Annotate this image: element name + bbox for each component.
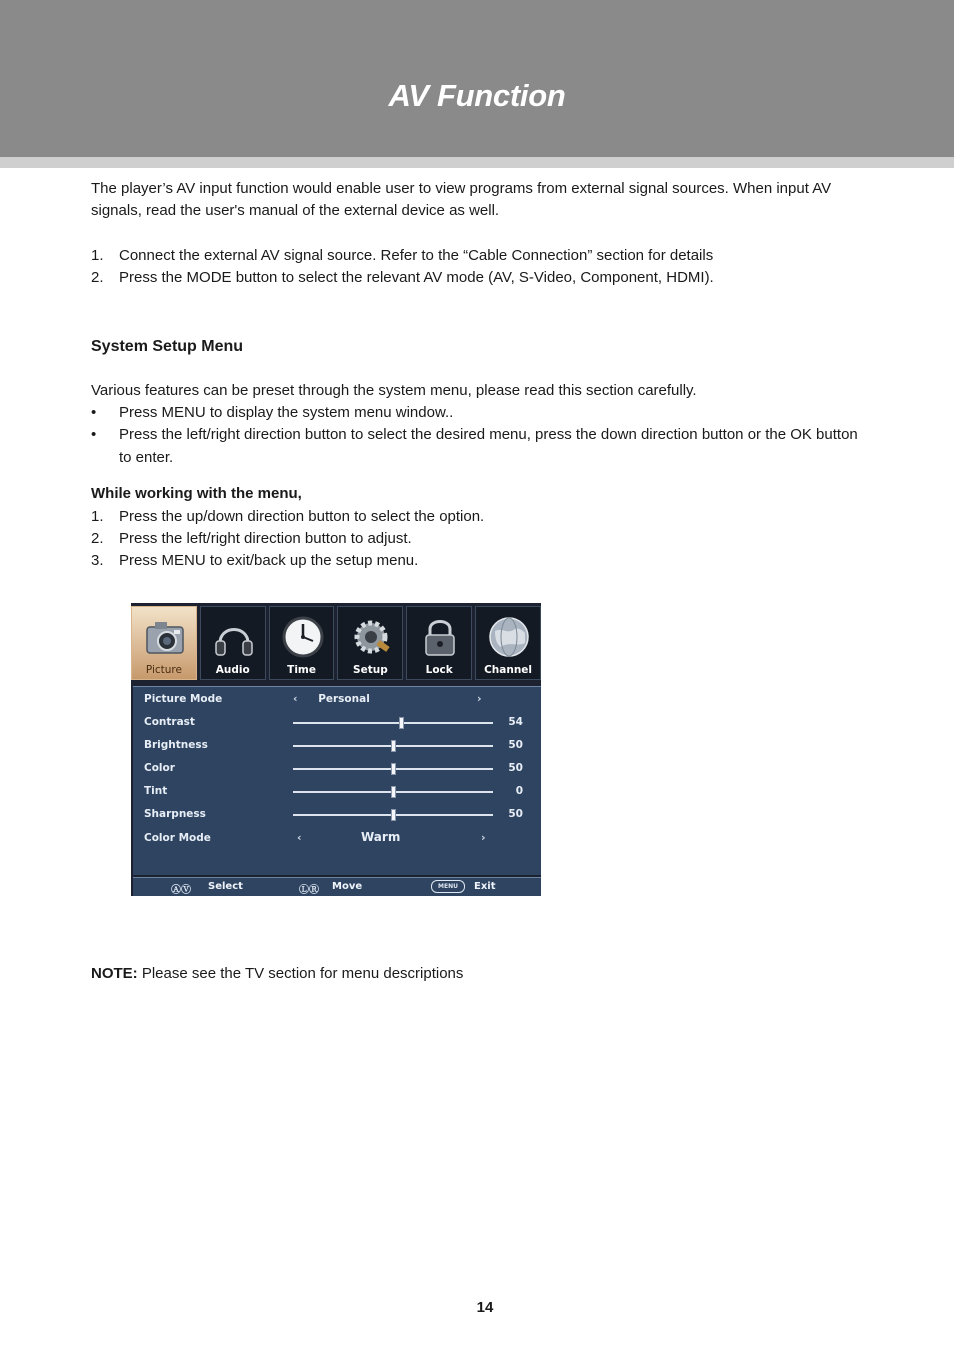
chevron-right-icon: › bbox=[477, 692, 482, 705]
tv-menu-screenshot bbox=[131, 603, 541, 896]
list-item: 1. Press the up/down direction button to select the option. bbox=[91, 507, 485, 525]
tab-audio bbox=[200, 606, 266, 680]
page-title: AV Function bbox=[388, 78, 566, 113]
gear-icon bbox=[347, 613, 395, 661]
note-label: NOTE: bbox=[91, 965, 138, 982]
setup-bullets bbox=[91, 402, 871, 469]
slider-row-contrast: Contrast 54 bbox=[144, 716, 523, 728]
tab-label: Picture bbox=[145, 664, 182, 676]
tv-settings-panel bbox=[133, 686, 541, 875]
color-mode-row: Color Mode ‹ Warm › bbox=[144, 830, 486, 844]
globe-icon bbox=[485, 613, 533, 661]
tab-label: Lock bbox=[425, 664, 453, 676]
picture-mode-value: Personal bbox=[318, 693, 370, 705]
tab-label: Setup bbox=[353, 664, 388, 676]
tab-channel bbox=[475, 606, 541, 680]
chevron-right-icon: › bbox=[481, 831, 486, 844]
list-item: 2. Press the MODE button to select the relevant AV mode (AV, S-Video, Component, HDMI). bbox=[91, 269, 714, 287]
working-steps bbox=[91, 506, 871, 573]
section-heading: System Setup Menu bbox=[91, 337, 244, 355]
menu-key-icon: MENU bbox=[431, 880, 465, 893]
slider-row-sharpness: Sharpness 50 bbox=[144, 808, 523, 820]
tab-setup bbox=[337, 606, 403, 680]
list-item: 3. Press MENU to exit/back up the setup menu. bbox=[91, 552, 419, 570]
subsection-heading: While working with the menu, bbox=[91, 485, 302, 503]
slider-knob bbox=[391, 763, 396, 775]
chevron-left-icon: ‹ bbox=[297, 831, 302, 844]
left-right-arrows-icon: ⓁⓇ bbox=[299, 885, 319, 896]
slider-row-brightness: Brightness 50 bbox=[144, 739, 523, 751]
tab-label: Time bbox=[287, 664, 316, 676]
tab-label: Channel bbox=[484, 664, 533, 676]
page-number: 14 bbox=[476, 1299, 494, 1316]
tab-label: Audio bbox=[215, 664, 250, 676]
tv-menu-tabs bbox=[131, 606, 541, 684]
lock-icon bbox=[416, 613, 464, 661]
slider-knob bbox=[391, 809, 396, 821]
color-mode-value: Warm bbox=[361, 830, 401, 844]
slider-row-color: Color 50 bbox=[144, 762, 523, 774]
up-down-arrows-icon: ⒶⓋ bbox=[171, 885, 191, 896]
slider-knob bbox=[399, 717, 404, 729]
slider-row-tint: Tint 0 bbox=[144, 785, 523, 797]
picture-mode-row: Picture Mode ‹ Personal › bbox=[144, 692, 482, 705]
camera-icon bbox=[141, 613, 189, 661]
tab-picture bbox=[131, 606, 197, 680]
intro-paragraph: The player’s AV input function would enable user to view programs from external signal sources. When input AV signals, read the user's manual of the external device as well. bbox=[91, 180, 832, 220]
note-text: Please see the TV section for menu descriptions bbox=[137, 965, 464, 982]
clock-icon bbox=[279, 613, 327, 661]
tab-lock bbox=[406, 606, 472, 680]
slider-knob bbox=[391, 786, 396, 798]
connection-steps bbox=[91, 245, 871, 290]
tv-menu-footer: ⒶⓋ Select ⓁⓇ Move MENU Exit bbox=[133, 877, 541, 896]
setup-intro: Various features can be preset through the system menu, please read this section carefully. bbox=[91, 381, 697, 399]
tab-time bbox=[269, 606, 335, 680]
header-stripe bbox=[0, 157, 954, 168]
chevron-left-icon: ‹ bbox=[293, 692, 298, 705]
body-content bbox=[91, 178, 871, 573]
headphones-icon bbox=[210, 613, 258, 661]
note bbox=[91, 963, 463, 985]
slider-knob bbox=[391, 740, 396, 752]
list-item: • Press the left/right direction button to select the desired menu, press the down direction button or the OK button to enter. bbox=[91, 426, 858, 466]
list-item: 1. Connect the external AV signal source. Refer to the “Cable Connection” section for details bbox=[91, 246, 714, 264]
list-item: • Press MENU to display the system menu window.. bbox=[91, 404, 454, 422]
list-item: 2. Press the left/right direction button to adjust. bbox=[91, 530, 412, 548]
slider-track bbox=[293, 722, 493, 724]
